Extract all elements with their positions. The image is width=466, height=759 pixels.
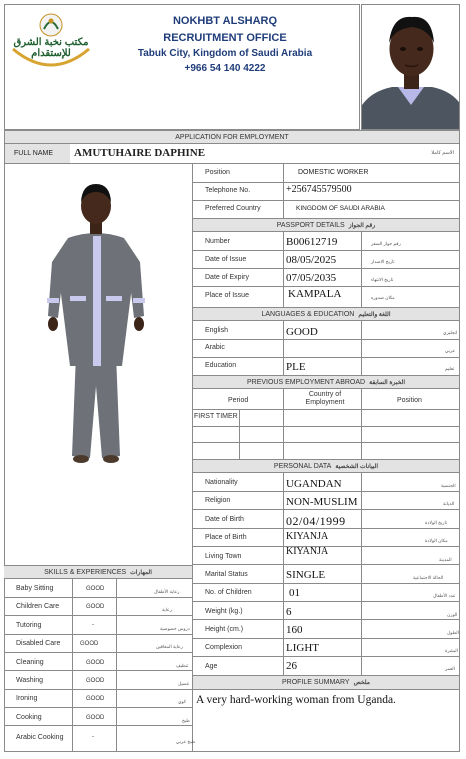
arabic-arabic: عربي — [445, 348, 456, 353]
weight-arabic: الوزن — [447, 612, 458, 617]
skill-children-care-label: Children Care — [16, 603, 60, 610]
country-header: Country of Employment — [305, 391, 345, 406]
employment-section — [193, 389, 459, 459]
telephone-label: Telephone No. — [205, 187, 251, 194]
date-of-expiry-label: Date of Expiry — [205, 274, 249, 281]
english-arabic: انجليزي — [443, 330, 458, 335]
date-of-birth-value: 02/04/1999 — [286, 514, 346, 528]
office-name-line1: NOKHBT ALSHARQ — [172, 15, 278, 27]
skill-ironing-label: Ironing — [16, 695, 38, 702]
complexion-value: LIGHT — [286, 642, 319, 654]
frame-right — [459, 130, 460, 752]
telephone-value: +256745579500 — [286, 184, 352, 195]
skill-tutoring-arabic: دروس خصوصية — [160, 626, 190, 631]
skill-disabled-care-label: Disabled Care — [16, 640, 61, 647]
personal-title: PERSONAL DATA — [273, 462, 332, 470]
nationality-arabic: الجنسية — [441, 483, 456, 488]
height-value: 160 — [286, 624, 303, 636]
period-header: Period — [228, 397, 249, 404]
languages-title-arabic: اللغة والتعليم — [358, 311, 391, 318]
nationality-label: Nationality — [205, 479, 238, 486]
living-town-arabic: المدينة — [439, 557, 452, 562]
application-title-bar — [4, 130, 460, 144]
complexion-label: Complexion — [205, 644, 242, 651]
first-timer-entry: FIRST TIMER — [194, 413, 238, 420]
passport-number-value: B00612719 — [286, 236, 338, 248]
no-of-children-value: 01 — [289, 587, 300, 599]
top-info-section — [193, 164, 459, 218]
personal-section — [193, 473, 459, 675]
position-value: DOMESTIC WORKER — [298, 169, 369, 176]
personal-title-arabic: البيانات الشخصية — [335, 463, 379, 470]
date-of-issue-value: 08/05/2025 — [286, 254, 337, 266]
religion-value: NON-MUSLIM — [286, 496, 358, 508]
skill-washing-arabic: غسيل — [178, 681, 190, 686]
logo — [7, 11, 95, 73]
skills-title-bar — [4, 565, 192, 579]
date-of-birth-label: Date of Birth — [205, 516, 244, 523]
no-of-children-label: No. of Children — [205, 589, 252, 596]
living-town-label: Living Town — [205, 553, 242, 560]
skill-cooking-label: Cooking — [16, 714, 42, 721]
application-title: APPLICATION FOR EMPLOYMENT — [175, 133, 289, 141]
passport-title: PASSPORT DETAILS — [276, 221, 345, 229]
passport-number-arabic: رقم جواز السفر — [371, 241, 401, 246]
complexion-arabic: البشرة — [445, 648, 458, 653]
skill-cooking-arabic: طبخ — [182, 718, 190, 723]
office-location: Tabuk City, Kingdom of Saudi Arabia — [137, 48, 313, 59]
preferred-country-value: KINGDOM OF SAUDI ARABIA — [296, 205, 385, 212]
skills-title: SKILLS & EXPERIENCES — [44, 568, 127, 576]
weight-value: 6 — [286, 606, 292, 618]
skill-ironing-arabic: كوي — [178, 699, 186, 704]
skill-children-care-value: GOOD — [86, 604, 105, 610]
religion-arabic: الديانة — [443, 501, 455, 506]
header — [4, 4, 360, 130]
skills-title-arabic: المهارات — [130, 569, 152, 576]
skill-cleaning-arabic: تنظيف — [176, 663, 189, 668]
profile-title-arabic: ملخص — [353, 680, 370, 686]
skill-cleaning-value: GOOD — [86, 660, 105, 666]
employment-title-bar — [193, 375, 459, 389]
skill-tutoring-value: - — [92, 622, 94, 628]
personal-title-bar — [193, 459, 459, 473]
skill-baby-sitting-value: GOOD — [86, 586, 105, 592]
preferred-country-label: Preferred Country — [205, 205, 261, 212]
languages-title: LANGUAGES & EDUCATION — [261, 310, 355, 318]
skill-cooking-value: GOOD — [86, 715, 105, 721]
place-of-birth-label: Place of Birth — [205, 534, 247, 541]
marital-status-label: Marital Status — [205, 571, 248, 578]
skill-baby-sitting-arabic: رعاية الأطفال — [154, 589, 180, 594]
date-of-issue-arabic: تاريخ الاصدار — [371, 259, 395, 264]
weight-label: Weight (kg.) — [205, 608, 243, 615]
full-name-arabic: الاسم كاملا — [431, 150, 454, 156]
languages-section — [193, 321, 459, 375]
employment-title-arabic: الخبرة السابقة — [369, 379, 406, 386]
height-arabic: الطول — [447, 630, 459, 635]
portrait-photo — [361, 4, 460, 130]
age-arabic: العمر — [445, 666, 455, 671]
place-of-birth-arabic: مكان الولادة — [425, 538, 448, 543]
date-of-expiry-value: 07/05/2035 — [286, 272, 337, 284]
date-of-issue-label: Date of Issue — [205, 256, 247, 263]
arabic-label: Arabic — [205, 344, 225, 351]
place-of-issue-value: KAMPALA — [288, 288, 342, 300]
height-label: Height (cm.) — [205, 626, 244, 633]
skill-arabic-cooking-arabic: طبخ عربي — [176, 739, 196, 744]
age-value: 26 — [286, 660, 297, 672]
profile-summary-text: A very hard-working woman from Uganda. — [196, 694, 396, 706]
religion-label: Religion — [205, 497, 231, 504]
logo-arabic-text: مكتب نخبة الشرق للإستقدام — [13, 37, 89, 59]
no-of-children-arabic: عدد الأطفال — [433, 593, 456, 598]
age-label: Age — [205, 663, 218, 670]
passport-section — [193, 232, 459, 308]
profile-title: PROFILE SUMMARY — [282, 679, 350, 686]
date-of-expiry-arabic: تاريخ الانتهاء — [371, 277, 394, 282]
marital-status-arabic: الحالة الاجتماعية — [413, 575, 444, 580]
skill-arabic-cooking-label: Arabic Cooking — [16, 734, 64, 741]
full-name-value: AMUTUHAIRE DAPHINE — [74, 147, 206, 159]
full-name-label: FULL NAME — [4, 144, 70, 163]
place-of-issue-label: Place of Issue — [205, 292, 249, 299]
place-of-issue-arabic: مكان صدوره — [371, 295, 395, 300]
skill-cleaning-label: Cleaning — [16, 659, 44, 666]
skill-disabled-care-value: GOOD — [80, 641, 99, 647]
office-phone: +966 54 140 4222 — [184, 63, 266, 74]
full-name-row — [4, 144, 460, 164]
living-town-value: KIYANJA — [286, 546, 329, 557]
skills-section — [4, 579, 196, 751]
english-label: English — [205, 327, 228, 334]
skill-arabic-cooking-value: - — [92, 734, 94, 740]
full-body-photo — [10, 166, 190, 562]
passport-title-arabic: رقم الجواز — [348, 222, 376, 229]
passport-title-bar — [193, 218, 459, 232]
position-label: Position — [205, 169, 230, 176]
frame-bottom — [4, 751, 460, 752]
skill-washing-label: Washing — [16, 677, 43, 684]
passport-number-label: Number — [205, 238, 230, 245]
position-header: Position — [397, 397, 422, 404]
date-of-birth-arabic: تاريخ الولادة — [425, 520, 448, 525]
office-name-line2: RECRUITMENT OFFICE — [163, 32, 287, 44]
skill-washing-value: GOOD — [86, 678, 105, 684]
place-of-birth-value: KIYANJA — [286, 531, 329, 542]
profile-title-bar — [193, 675, 459, 690]
english-value: GOOD — [286, 326, 318, 338]
education-arabic: تعليم — [445, 366, 455, 371]
skill-baby-sitting-label: Baby Sitting — [16, 585, 54, 592]
skill-ironing-value: GOOD — [86, 696, 105, 702]
skill-disabled-care-arabic: رعاية المعاقين — [156, 644, 183, 649]
skill-children-care-arabic: رعاية — [162, 607, 172, 612]
employment-title: PREVIOUS EMPLOYMENT ABROAD — [246, 378, 366, 386]
education-value: PLE — [286, 361, 306, 373]
languages-title-bar — [193, 307, 459, 321]
education-label: Education — [205, 362, 237, 369]
marital-status-value: SINGLE — [286, 569, 326, 581]
skill-tutoring-label: Tutoring — [16, 622, 42, 629]
nationality-value: UGANDAN — [286, 478, 342, 490]
